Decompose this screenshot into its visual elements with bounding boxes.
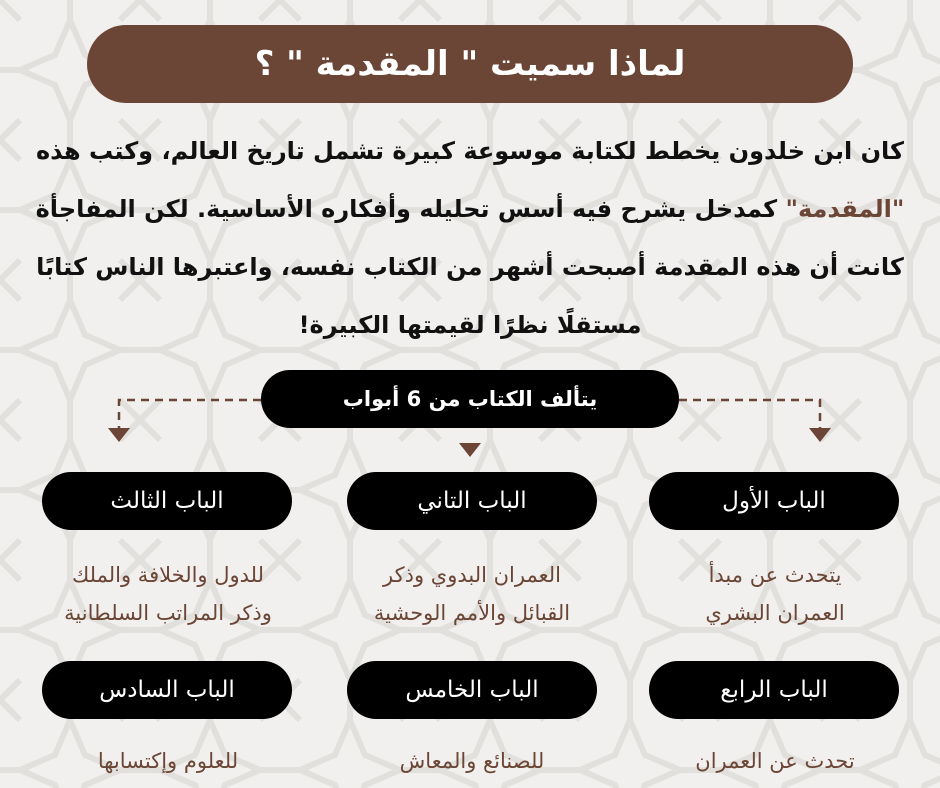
sections-header-label: يتألف الكتاب من 6 أبواب — [342, 387, 598, 411]
chapter-5-title: الباب الخامس — [405, 677, 539, 703]
chapter-4-title: الباب الرابع — [720, 677, 828, 703]
chapter-2-description — [327, 556, 617, 632]
chapter-5-pill — [347, 661, 597, 719]
chapter-3-pill — [42, 472, 292, 530]
arrow-left — [108, 428, 130, 442]
page-title: لماذا سميت " المقدمة " ؟ — [254, 44, 686, 84]
chapter-1-line-2: العمران البشري — [705, 601, 845, 625]
chapter-5-description — [327, 742, 617, 780]
chapter-4-line-1: تحدث عن العمران — [695, 749, 855, 773]
chapter-6-description — [23, 742, 313, 780]
sections-header — [261, 370, 679, 428]
chapter-3-description — [23, 556, 313, 632]
chapter-3-line-2: وذكر المراتب السلطانية — [64, 601, 272, 625]
chapter-1-title: الباب الأول — [722, 488, 826, 514]
intro-part-2: كمدخل يشرح فيه أسس تحليله وأفكاره الأساسية. لكن المفاجأة كانت أن هذه المقدمة أصبحت أشهر من الكتاب نفسه، واعتبرها الناس كتابًا مستقلًا نظرًا لقيمتها الكبيرة! — [35, 195, 904, 339]
chapter-3-title: الباب الثالث — [110, 488, 224, 514]
chapter-2-line-2: القبائل والأمم الوحشية — [373, 601, 571, 625]
chapter-2-title: الباب التاني — [417, 488, 527, 514]
chapter-1-description — [630, 556, 920, 632]
chapter-2-line-1: العمران البدوي وذكر — [383, 563, 561, 587]
intro-highlight: "المقدمة" — [785, 195, 905, 223]
intro-part-1: كان ابن خلدون يخطط لكتابة موسوعة كبيرة تشمل تاريخ العالم، وكتب هذه — [35, 137, 905, 165]
chapter-6-title: الباب السادس — [99, 677, 235, 703]
chapter-3-line-1: للدول والخلافة والملك — [71, 563, 265, 587]
arrow-right — [809, 428, 831, 442]
chapter-4-pill — [649, 661, 899, 719]
arrow-center — [459, 443, 481, 457]
chapter-1-line-1: يتحدث عن مبدأ — [708, 563, 842, 587]
chapter-6-pill — [42, 661, 292, 719]
chapter-5-line-1: للصنائع والمعاش — [399, 749, 545, 773]
chapter-6-line-1: للعلوم وإكتسابها — [97, 749, 239, 773]
chapter-4-description — [630, 742, 920, 780]
chapter-1-pill — [649, 472, 899, 530]
chapter-2-pill — [347, 472, 597, 530]
